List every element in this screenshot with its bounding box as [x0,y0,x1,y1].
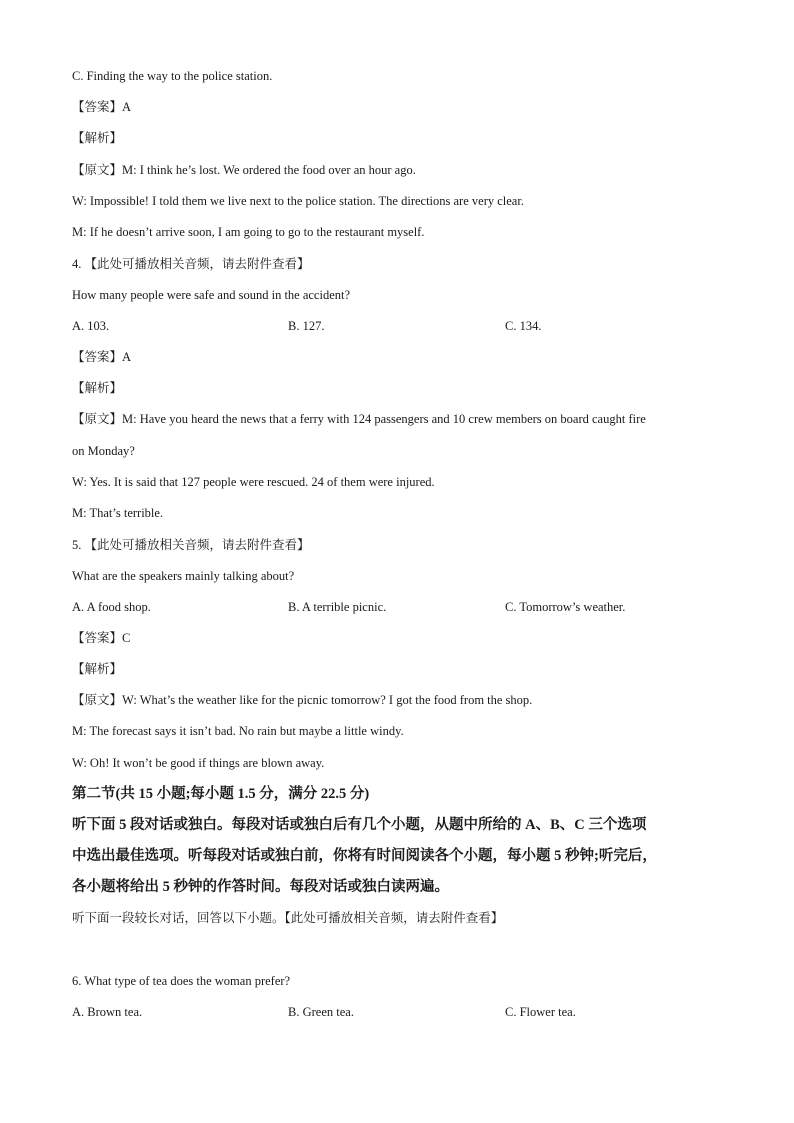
answer-label: 【答案】C [72,631,131,645]
analysis-label: 【解析】 [72,381,123,395]
question-6-option-a: A. Brown tea. [72,1005,143,1019]
question-4-option-c: C. 134. [505,319,542,333]
question-4-option-a: A. 103. [72,319,110,333]
section-2-instructions: 各小题将给出 5 秒钟的作答时间。每段对话或独白读两遍。 [72,879,449,895]
transcript-line: M: The forecast says it isn’t bad. No rain but maybe a little windy. [72,724,404,738]
question-4-header: 4. 【此处可播放相关音频，请去附件查看】 [72,257,310,271]
section-2-instructions: 中选出最佳选项。听每段对话或独白前，你将有时间阅读各个小题，每小题 5 秒钟;听完后， [72,848,657,864]
question-5-text: What are the speakers mainly talking about? [72,569,295,583]
question-5-option-a: A. A food shop. [72,600,151,614]
question-4-option-b: B. 127. [288,319,325,333]
question-5-header: 5. 【此处可播放相关音频，请去附件查看】 [72,538,310,552]
transcript-line: 【原文】W: What’s the weather like for the picnic tomorrow? I got the food from the shop. [72,693,533,707]
transcript-line: 【原文】M: I think he’s lost. We ordered the food over an hour ago. [72,163,416,177]
analysis-label: 【解析】 [72,131,123,145]
option-c-prev: C. Finding the way to the police station. [72,69,273,83]
transcript-line: M: That’s terrible. [72,506,164,520]
section-2-heading: 第二节(共 15 小题;每小题 1.5 分，满分 22.5 分) [72,786,370,802]
analysis-label: 【解析】 [72,662,123,676]
answer-label: 【答案】A [72,350,132,364]
section-2-instructions: 听下面 5 段对话或独白。每段对话或独白后有几个小题，从题中所给的 A、B、C 三个选项 [72,817,647,833]
transcript-line: M: If he doesn’t arrive soon, I am going to go to the restaurant myself. [72,225,425,239]
transcript-line: W: Oh! It won’t be good if things are blown away. [72,756,325,770]
transcript-line: 【原文】M: Have you heard the news that a ferry with 124 passengers and 10 crew members on board caught fire [72,412,646,426]
transcript-line: on Monday? [72,444,135,458]
question-5-option-c: C. Tomorrow’s weather. [505,600,626,614]
question-6-option-c: C. Flower tea. [505,1005,576,1019]
question-6-text: 6. What type of tea does the woman prefer? [72,974,291,988]
question-4-text: How many people were safe and sound in the accident? [72,288,351,302]
answer-label: 【答案】A [72,100,132,114]
transcript-line: W: Yes. It is said that 127 people were rescued. 24 of them were injured. [72,475,435,489]
question-5-option-b: B. A terrible picnic. [288,600,387,614]
transcript-line: W: Impossible! I told them we live next to the police station. The directions are very clear. [72,194,524,208]
question-6-option-b: B. Green tea. [288,1005,354,1019]
listen-instruction: 听下面一段较长对话，回答以下小题。【此处可播放相关音频，请去附件查看】 [72,910,504,925]
